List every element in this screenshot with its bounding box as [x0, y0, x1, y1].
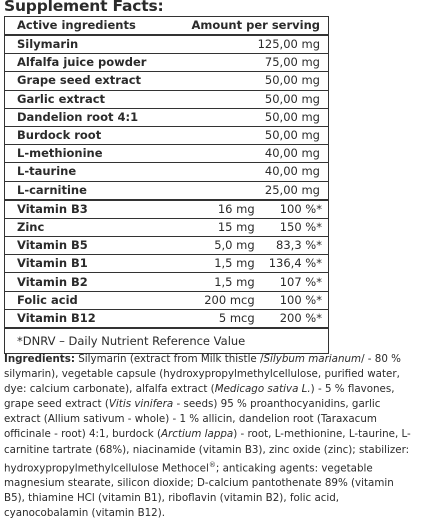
vitamin-rows: [5, 200, 329, 328]
ingredient-name: L-carnitine: [5, 181, 192, 200]
vitamin-amount: 1,5 mg: [191, 255, 258, 273]
amount-per-serving-header: Amount per serving: [191, 18, 320, 32]
vitamin-row: [5, 309, 329, 328]
ingredient-name: Garlic extract: [5, 90, 192, 108]
ingredients-latin-1: Silybum marianum: [263, 353, 362, 365]
ingredient-row: [5, 54, 329, 72]
ingredient-amount: 40,00 mg: [191, 163, 328, 181]
ingredient-name: Dandelion root 4:1: [5, 108, 192, 126]
vitamin-dv-percent: 200 %*: [259, 309, 329, 328]
ingredient-amount: 50,00 mg: [191, 126, 328, 144]
ingredient-amount: 25,00 mg: [191, 181, 328, 200]
vitamin-row: [5, 273, 329, 291]
ingredients-text-4: - seeds) 95 % proanthocyanidins, garlic extract (Allium sativum - whole) - 1 % allicin, dandelion root (Taraxacum officinale - root) 4:1, burdock (: [4, 398, 381, 441]
table-header-row: [5, 17, 329, 36]
ingredients-latin-4: Arctium lappa: [161, 428, 234, 441]
ingredient-row: [5, 108, 329, 126]
vitamin-row: [5, 291, 329, 309]
ingredients-paragraph: [4, 352, 416, 521]
ingredient-name: L-taurine: [5, 163, 192, 181]
vitamin-dv-percent: 100 %*: [259, 200, 329, 219]
vitamin-name: Vitamin B3: [5, 200, 192, 219]
ingredient-row: [5, 72, 329, 90]
vitamin-amount: 16 mg: [191, 200, 258, 219]
ingredient-name: Grape seed extract: [5, 72, 192, 90]
ingredient-row: [5, 163, 329, 181]
vitamin-amount: 5 mcg: [191, 309, 258, 328]
vitamin-dv-percent: 107 %*: [259, 273, 329, 291]
vitamin-dv-percent: 100 %*: [259, 291, 329, 309]
ingredient-row: [5, 90, 329, 108]
ingredient-amount: 50,00 mg: [191, 72, 328, 90]
ingredients-text-6: ; anticaking agents: vegetable magnesium stearate, silicon dioxide; D-calcium pantothenate 89% (vitamin B5), thiamine HCl (vitamin B1), riboflavin (vitamin B2), folic acid, cyanocobalamin (vitamin B12).: [4, 462, 394, 520]
vitamin-name: Vitamin B5: [5, 237, 192, 255]
ingredients-latin-2: Medicago sativa L.: [214, 383, 311, 396]
ingredients-label: Ingredients:: [4, 353, 75, 365]
vitamin-name: Vitamin B12: [5, 309, 192, 328]
vitamin-amount: 1,5 mg: [191, 273, 258, 291]
ingredient-row: [5, 145, 329, 163]
vitamin-amount: 5,0 mg: [191, 237, 258, 255]
ingredients-latin-3: Vitis vinifera: [108, 398, 174, 411]
vitamin-name: Vitamin B1: [5, 255, 192, 273]
active-ingredients-header: Active ingredients: [17, 18, 136, 32]
vitamin-dv-percent: 136,4 %*: [259, 255, 329, 273]
vitamin-name: Vitamin B2: [5, 273, 192, 291]
vitamin-name: Zinc: [5, 218, 192, 236]
vitamin-row: [5, 237, 329, 255]
vitamin-dv-percent: 150 %*: [259, 218, 329, 236]
ingredient-name: Alfalfa juice powder: [5, 54, 192, 72]
ingredient-amount: 125,00 mg: [191, 35, 328, 54]
vitamin-row: [5, 218, 329, 236]
ingredient-amount: 50,00 mg: [191, 90, 328, 108]
registered-mark: ®: [208, 460, 216, 469]
ingredient-amount: 40,00 mg: [191, 145, 328, 163]
footnote-row: [5, 328, 329, 354]
dnrv-footnote: *DNRV – Daily Nutrient Reference Value: [5, 328, 329, 354]
vitamin-name: Folic acid: [5, 291, 192, 309]
ingredient-amount: 50,00 mg: [191, 108, 328, 126]
supplement-facts-title: Supplement Facts:: [4, 0, 164, 15]
ingredient-name: Burdock root: [5, 126, 192, 144]
supplement-facts-table: [4, 16, 329, 354]
ingredient-row: [5, 126, 329, 144]
ingredient-amount: 75,00 mg: [191, 54, 328, 72]
vitamin-amount: 200 mcg: [191, 291, 258, 309]
ingredients-text-3: ) - 5 % flavones, grape seed extract (: [4, 383, 395, 411]
active-ingredients-rows: [5, 35, 329, 200]
vitamin-dv-percent: 83,3 %*: [259, 237, 329, 255]
ingredient-name: Silymarin: [5, 35, 192, 54]
ingredient-row: [5, 181, 329, 200]
ingredients-text-5: ) - root, L-methionine, L-taurine, L-carnitine tartrate (68%), niacinamide (vitamin B3), zinc oxide (zinc); stabilizer: hydroxypropylmethylcellulose Methocel: [4, 428, 411, 475]
vitamin-amount: 15 mg: [191, 218, 258, 236]
vitamin-row: [5, 255, 329, 273]
ingredients-text-2: / - 80 % silymarin), vegetable capsule (hydroxypropylmethylcellulose, purified water, dye: calcium carbonate), alfalfa extract (: [4, 353, 401, 396]
vitamin-row: [5, 200, 329, 219]
ingredient-row: [5, 35, 329, 54]
ingredient-name: L-methionine: [5, 145, 192, 163]
ingredients-text-1: Silymarin (extract from Milk thistle /: [74, 353, 264, 365]
